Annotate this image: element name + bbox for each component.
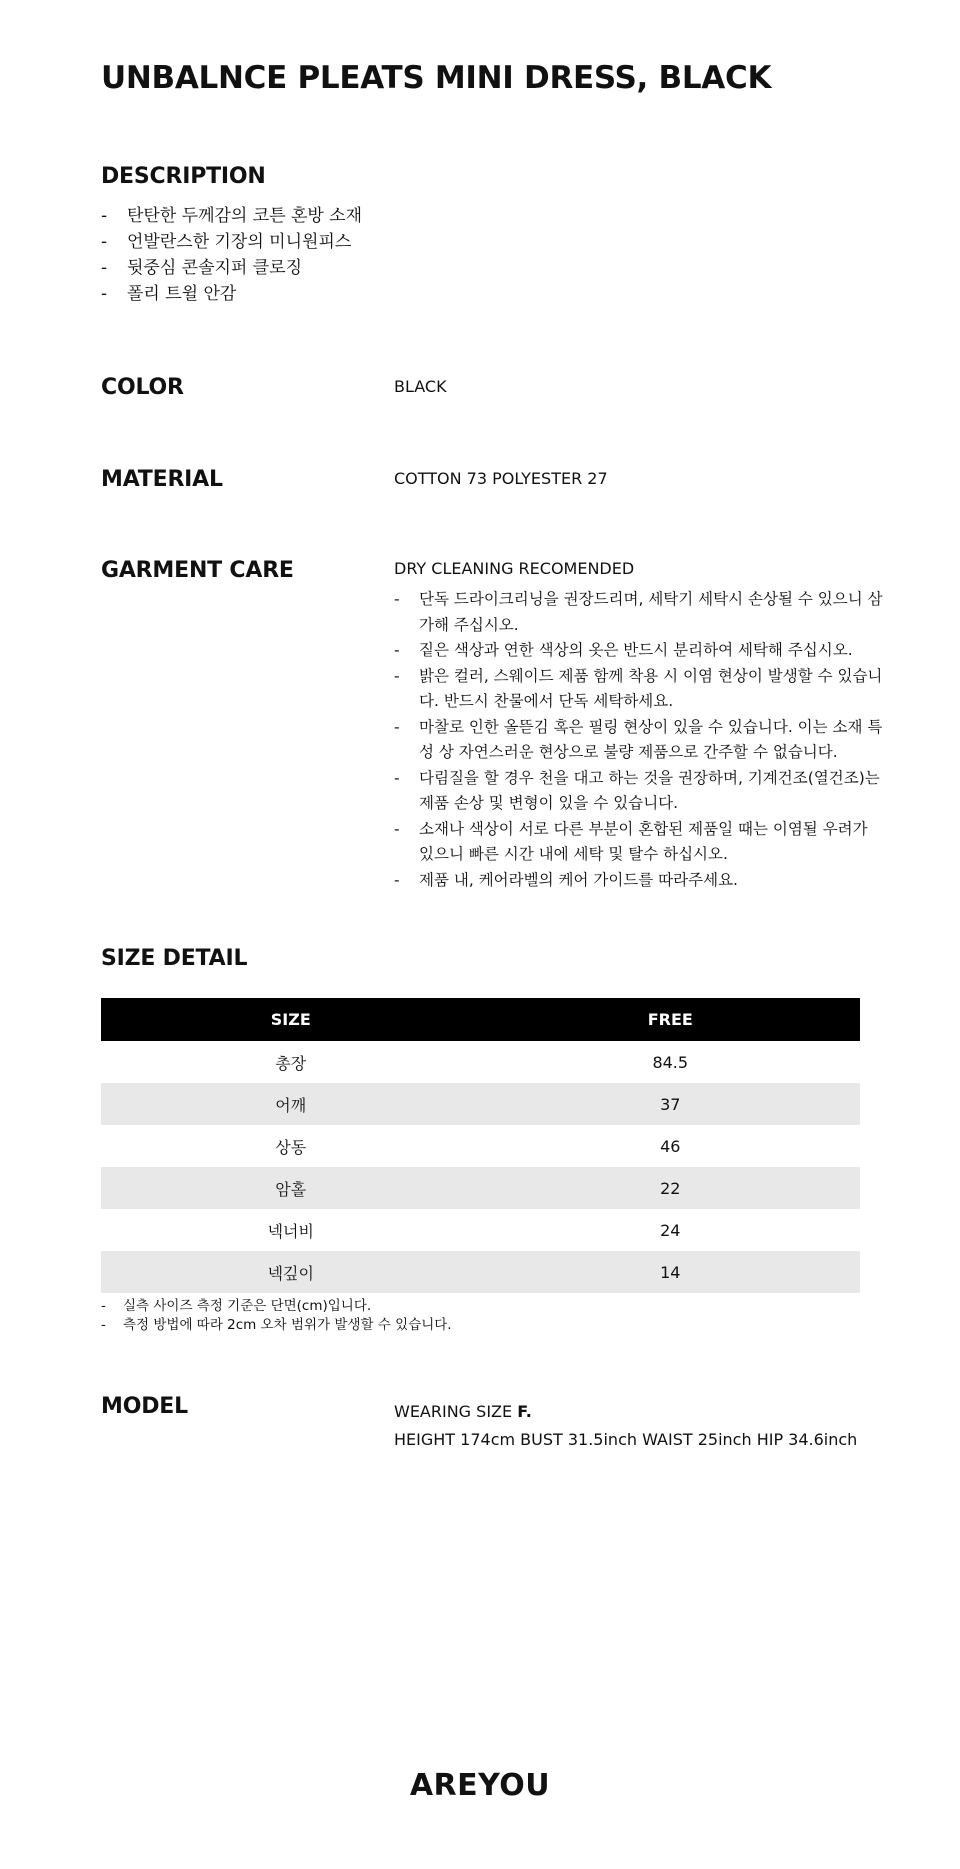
description-list	[101, 203, 362, 307]
list-item: - 측정 방법에 따라 2cm 오차 범위가 발생할 수 있습니다.	[101, 1316, 452, 1335]
size-label: 총장	[275, 1053, 307, 1073]
material-value: COTTON 73 POLYESTER 27	[394, 469, 608, 488]
model-info	[394, 1398, 857, 1454]
list-item: - 단독 드라이크리닝을 권장드리며, 세탁기 세탁시 손상될 수 있으니 삼가해 주십시오.	[394, 587, 884, 638]
list-item: - 짙은 색상과 연한 색상의 옷은 반드시 분리하여 세탁해 주십시오.	[394, 638, 884, 664]
wearing-size	[394, 1398, 857, 1426]
color-heading: COLOR	[101, 375, 184, 400]
size-value: 37	[481, 1083, 861, 1125]
list-item: - 다림질을 할 경우 천을 대고 하는 것을 권장하며, 기계건조(열건조)는 제품 손상 및 변형이 있을 수 있습니다.	[394, 766, 884, 817]
list-item: - 탄탄한 두께감의 코튼 혼방 소재	[101, 203, 362, 229]
column-header-size: SIZE	[101, 998, 481, 1041]
size-value: 84.5	[652, 1052, 689, 1072]
list-item: - 뒷중심 콘솔지퍼 클로징	[101, 255, 362, 281]
product-title: UNBALNCE PLEATS MINI DRESS, BLACK	[101, 60, 772, 96]
brand-logo: AREYOU	[409, 1768, 551, 1803]
wearing-size-value: F.	[517, 1402, 532, 1421]
size-label: 넥깊이	[101, 1251, 481, 1293]
model-measurements: HEIGHT 174cm BUST 31.5inch WAIST 25inch HIP 34.6inch	[394, 1430, 858, 1449]
size-value: 14	[481, 1251, 861, 1293]
size-label: 넥너비	[267, 1221, 314, 1241]
size-label: 어깨	[101, 1083, 481, 1125]
list-item: - 실측 사이즈 측정 기준은 단면(cm)입니다.	[101, 1297, 452, 1316]
size-value: 46	[660, 1136, 681, 1156]
size-value: 24	[660, 1220, 681, 1240]
size-notes	[101, 1297, 452, 1335]
size-value: 22	[481, 1167, 861, 1209]
material-heading: MATERIAL	[101, 467, 223, 492]
garment-care-heading: GARMENT CARE	[101, 558, 294, 583]
table-row	[101, 1125, 860, 1167]
color-value: BLACK	[394, 377, 447, 396]
list-item: - 언발란스한 기장의 미니원피스	[101, 229, 362, 255]
size-label: 상동	[275, 1137, 307, 1157]
size-detail-heading: SIZE DETAIL	[101, 946, 248, 971]
table-row	[101, 1083, 860, 1125]
column-header-free: FREE	[481, 998, 861, 1041]
list-item: - 폴리 트윌 안감	[101, 281, 362, 307]
description-heading: DESCRIPTION	[101, 164, 266, 189]
size-table	[101, 998, 860, 1293]
list-item: - 소재나 색상이 서로 다른 부분이 혼합된 제품일 때는 이염될 우려가 있으니 빠른 시간 내에 세탁 및 탈수 하십시오.	[394, 817, 884, 868]
size-label: 암홀	[101, 1167, 481, 1209]
care-list	[394, 587, 884, 893]
model-heading: MODEL	[101, 1394, 188, 1419]
wearing-size-label: WEARING SIZE	[394, 1402, 518, 1421]
table-row	[101, 1041, 860, 1083]
list-item: - 마찰로 인한 올뜯김 혹은 필링 현상이 있을 수 있습니다. 이는 소재 특성 상 자연스러운 현상으로 불량 제품으로 간주할 수 없습니다.	[394, 715, 884, 766]
table-header-row	[101, 998, 860, 1041]
table-row	[101, 1209, 860, 1251]
list-item: - 밝은 컬러, 스웨이드 제품 함께 착용 시 이염 현상이 발생할 수 있습니다. 반드시 찬물에서 단독 세탁하세요.	[394, 664, 884, 715]
list-item: - 제품 내, 케어라벨의 케어 가이드를 따라주세요.	[394, 868, 884, 894]
care-subtitle: DRY CLEANING RECOMENDED	[394, 559, 635, 578]
table-row	[101, 1251, 860, 1293]
table-row	[101, 1167, 860, 1209]
